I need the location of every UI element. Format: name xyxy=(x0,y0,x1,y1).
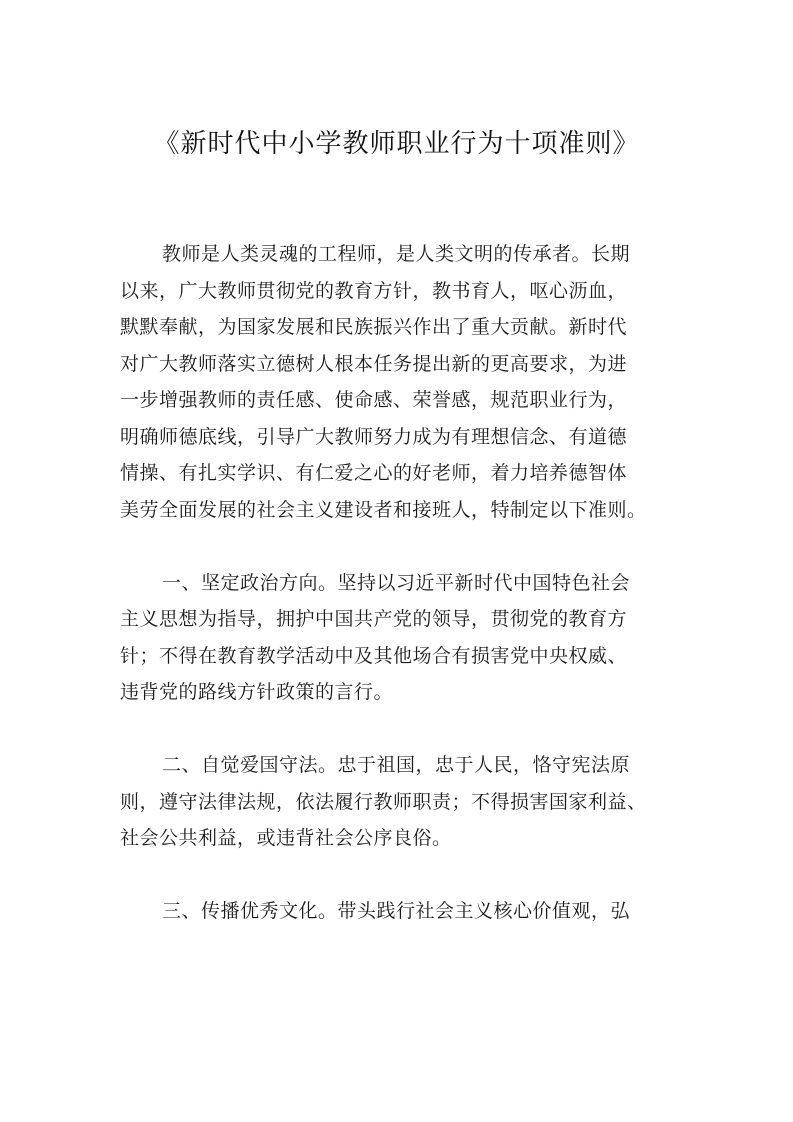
text-line: 主义思想为指导，拥护中国共产党的领导，贯彻党的教育方 xyxy=(120,608,628,630)
document-body xyxy=(120,236,680,930)
paragraph-rule-1 xyxy=(120,565,680,711)
paragraph-rule-2 xyxy=(120,747,680,857)
text-line: 则，遵守法律法规，依法履行教师职责；不得损害国家利益、 xyxy=(120,790,647,813)
paragraph-preamble xyxy=(120,236,680,528)
text-line: 美劳全面发展的社会主义建设者和接班人，特制定以下准则。 xyxy=(120,498,647,521)
text-line: 默默奉献，为国家发展和民族振兴作出了重大贡献。新时代 xyxy=(120,316,628,338)
text-line: 明确师德底线，引导广大教师努力成为有理想信念、有道德 xyxy=(120,425,628,448)
document-title: 《新时代中小学教师职业行为十项准则》 xyxy=(153,129,640,159)
text-line: 违背党的路线方针政策的言行。 xyxy=(120,681,394,703)
text-line: 三、传播优秀文化。带头践行社会主义核心价值观，弘 xyxy=(162,900,631,922)
text-line: 针；不得在教育教学活动中及其他场合有损害党中央权威、 xyxy=(120,644,628,667)
text-line: 情操、有扎实学识、有仁爱之心的好老师，着力培养德智体 xyxy=(120,462,628,484)
text-line: 教师是人类灵魂的工程师，是人类文明的传承者。长期 xyxy=(162,243,631,265)
text-line: 以来，广大教师贯彻党的教育方针，教书育人，呕心沥血， xyxy=(120,279,628,302)
paragraph-gap xyxy=(120,711,680,748)
text-line: 一步增强教师的责任感、使命感、荣誉感，规范职业行为， xyxy=(120,389,628,411)
text-line: 社会公共利益，或违背社会公序良俗。 xyxy=(120,827,452,849)
paragraph-rule-3 xyxy=(120,893,680,930)
text-line: 一、坚定政治方向。坚持以习近平新时代中国特色社会 xyxy=(162,571,631,594)
paragraph-gap xyxy=(120,528,680,565)
text-line: 对广大教师落实立德树人根本任务提出新的更高要求，为进 xyxy=(120,352,628,375)
paragraph-gap xyxy=(120,857,680,894)
text-line: 二、自觉爱国守法。忠于祖国，忠于人民，恪守宪法原 xyxy=(162,754,631,776)
